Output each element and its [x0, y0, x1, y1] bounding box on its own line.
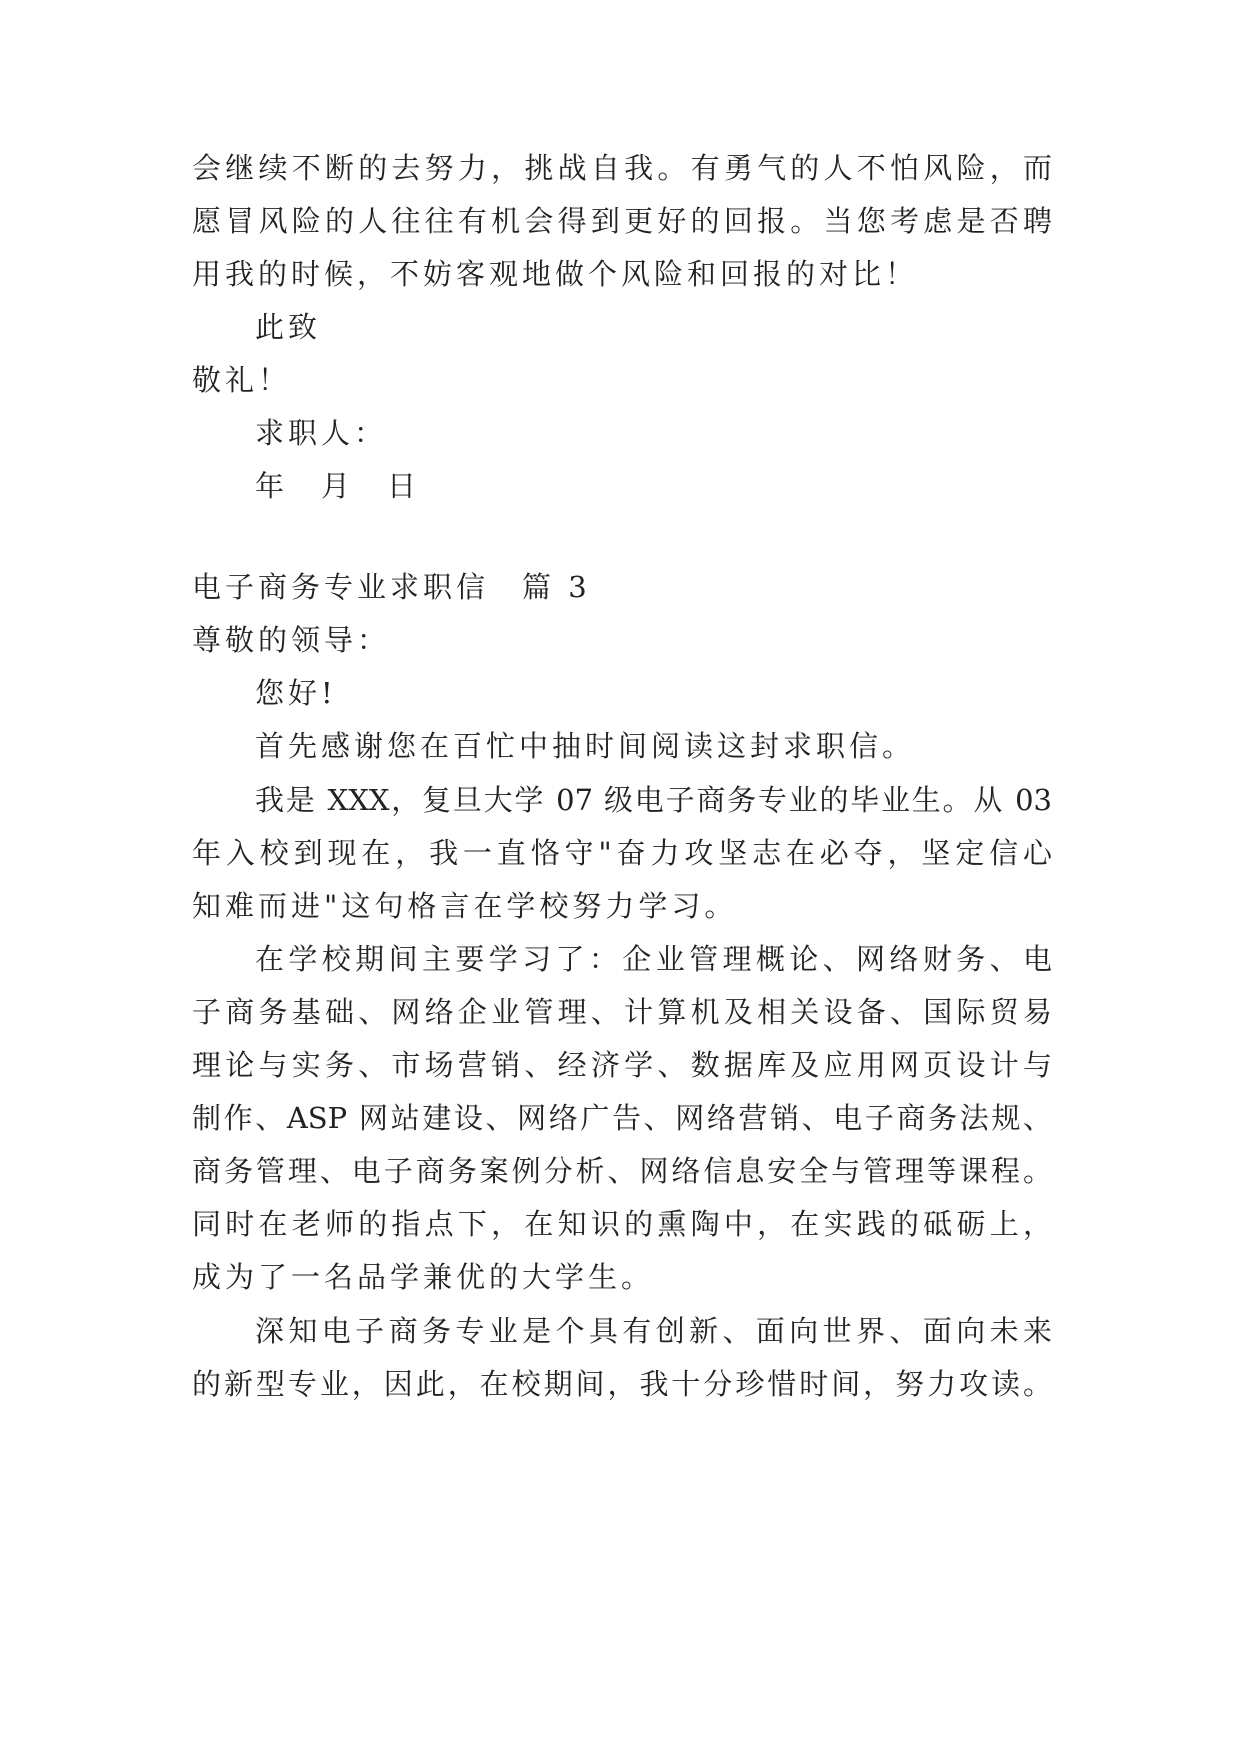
signature: 求职人： — [255, 416, 388, 450]
prev-letter-line-3: 用我的时候，不妨客观地做个风险和回报的对比！ — [192, 257, 919, 291]
prev-letter-line-1: 会继续不断的去努力，挑战自我。有勇气的人不怕风险，而 — [192, 151, 1052, 185]
paragraph-3-line-1: 在学校期间主要学习了：企业管理概论、网络财务、电 — [255, 942, 1052, 976]
paragraph-3-line-7: 成为了一名品学兼优的大学生。 — [192, 1260, 655, 1294]
paragraph-2-line-1: 我是 XXX，复旦大学 07 级电子商务专业的毕业生。从 03 — [255, 783, 1052, 817]
date-line: 年 月 日 — [255, 469, 421, 503]
salutation: 尊敬的领导： — [192, 623, 391, 657]
paragraph-1: 首先感谢您在百忙中抽时间阅读这封求职信。 — [255, 729, 916, 763]
paragraph-4-line-2: 的新型专业，因此，在校期间，我十分珍惜时间，努力攻读。 — [192, 1367, 1052, 1401]
prev-letter-line-2: 愿冒风险的人往往有机会得到更好的回报。当您考虑是否聘 — [192, 204, 1052, 238]
paragraph-3-line-3: 理论与实务、市场营销、经济学、数据库及应用网页设计与 — [192, 1048, 1052, 1082]
greeting: 您好! — [255, 676, 337, 710]
paragraph-2-line-3: 知难而进"这句格言在学校努力学习。 — [192, 889, 738, 923]
salute: 敬礼！ — [192, 363, 292, 397]
paragraph-3-line-5: 商务管理、电子商务案例分析、网络信息安全与管理等课程。 — [192, 1154, 1052, 1188]
paragraph-2-line-2: 年入校到现在，我一直恪守"奋力攻坚志在必夺，坚定信心 — [192, 836, 1052, 870]
section-title: 电子商务专业求职信 篇 3 — [192, 570, 591, 604]
closing: 此致 — [255, 310, 322, 344]
paragraph-3-line-2: 子商务基础、网络企业管理、计算机及相关设备、国际贸易 — [192, 995, 1052, 1029]
paragraph-3-line-4: 制作、ASP 网站建设、网络广告、网络营销、电子商务法规、 — [192, 1101, 1052, 1135]
paragraph-3-line-6: 同时在老师的指点下，在知识的熏陶中，在实践的砥砺上， — [192, 1207, 1052, 1241]
paragraph-4-line-1: 深知电子商务专业是个具有创新、面向世界、面向未来 — [255, 1314, 1052, 1348]
